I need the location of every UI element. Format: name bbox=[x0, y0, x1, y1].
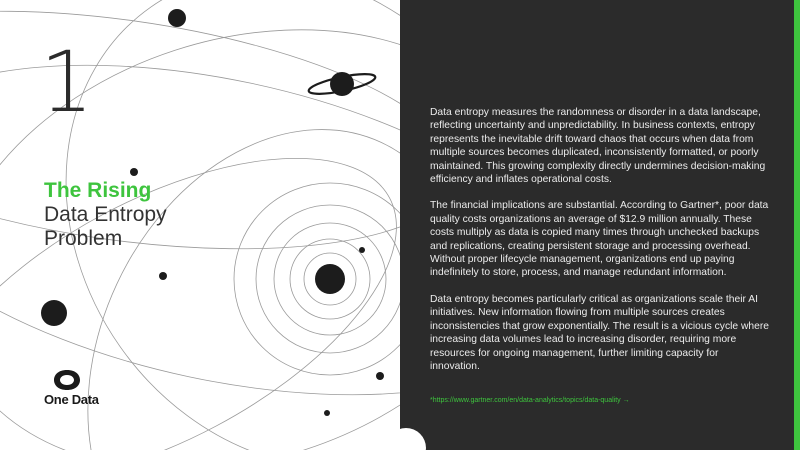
planet-dot bbox=[159, 272, 167, 280]
planet-dot bbox=[130, 168, 138, 176]
title-highlight: The Rising bbox=[44, 179, 152, 202]
title-line-3: Problem bbox=[44, 227, 123, 250]
planet-dot bbox=[168, 9, 186, 27]
brand-name: One Data bbox=[44, 392, 99, 407]
planet-dot bbox=[41, 300, 67, 326]
central-planet bbox=[315, 264, 345, 294]
paragraph: Data entropy measures the randomness or disorder in a data landscape, reflecting uncertainty and unpredictability. In business contexts, entropy represents the inevitable drift toward chaos that occurs when data from multiple sources becomes duplicated, inconsistently formatted, or poorly maintained. This growing complexity directly undermines decision-making efficiency and inflates operational costs. bbox=[430, 107, 766, 186]
accent-bar bbox=[794, 0, 800, 450]
one-data-logo-icon bbox=[54, 370, 80, 390]
brand-logo bbox=[44, 370, 124, 407]
planet-dot bbox=[324, 410, 330, 416]
chapter-number: 1 bbox=[40, 33, 92, 131]
planet-dot bbox=[376, 372, 384, 380]
body-text bbox=[430, 106, 770, 386]
paragraph: Data entropy becomes particularly critical as organizations scale their AI initiatives. New information flowing from multiple sources creates inconsistencies that grow exponentially. The result is a vicious cycle where increasing data volumes lead to increasing disorder, requiring more resources for ongoing management, further limiting capacity for innovation. bbox=[430, 293, 770, 372]
illustration-panel bbox=[0, 0, 400, 450]
planet-dot bbox=[359, 247, 365, 253]
paragraph: The financial implications are substantial. According to Gartner*, poor data quality costs organizations an average of $12.9 million annually. These costs multiply as data is copied many times through unchecked backups and replications, creating persistent storage and processing overhead. Without proper lifecycle management, organizations end up paying indefinitely to store, process, and manage redundant information. bbox=[430, 200, 769, 279]
slide-title bbox=[44, 179, 167, 251]
footnote-link[interactable]: *https://www.gartner.com/en/data-analytics/topics/data-quality → bbox=[430, 397, 630, 404]
title-line-2: Data Entropy bbox=[44, 203, 167, 226]
corner-planet bbox=[386, 428, 426, 468]
